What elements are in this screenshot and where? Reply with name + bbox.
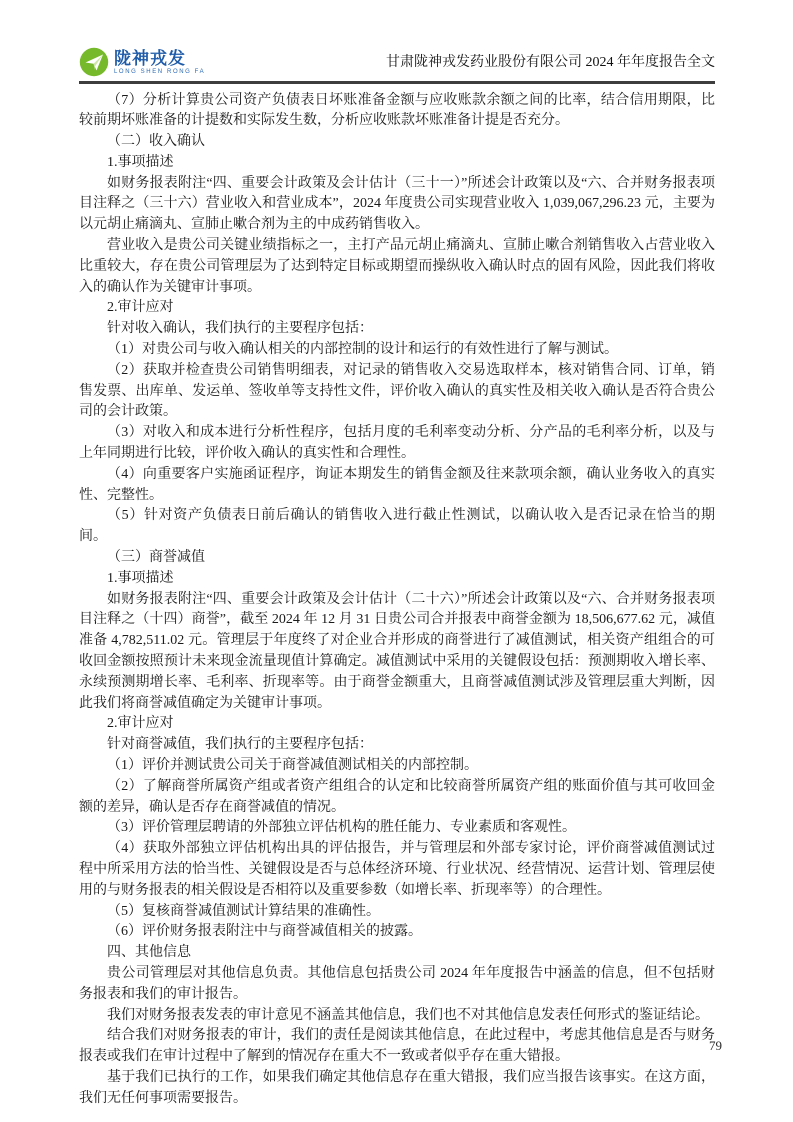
paragraph: 1.事项描述 (107, 570, 174, 586)
report-title: 甘肃陇神戎发药业股份有限公司 2024 年年度报告全文 (386, 55, 715, 70)
page-header (79, 0, 715, 77)
paragraph: 四、其他信息 (107, 945, 191, 961)
paragraph: （2）获取并检查贵公司销售明细表，对记录的销售收入交易选取样本，核对销售合同、订单，销售发票、出库单、发运单、签收单等支持性文件，评价收入确认的真实性及相关收入确认是否符合贵公司的会计政策。 (79, 362, 715, 420)
paragraph: 如财务报表附注“四、重要会计政策及会计估计（二十六）”所述会计政策以及“六、合并财务报表项目注释之（十四）商誉”，截至 2024 年 12 月 31 日贵公司合并报表中商誉金额为 18,506,677.62 元，减值准备 4,782,511.02 元。管理层于年度终了对企业合并形成的商誉进行了减值测试，相关资产组组合的可收回金额按照预计未来现金流量现值计算确定。减值测试中采用的关键假设包括：预测期收入增长率、永续预测期增长率、毛利率、折现率等。由于商誉金额重大，且商誉减值测试涉及管理层重大判断，因此我们将商誉减值确定为关键审计事项。 (79, 591, 715, 711)
paragraph: 2.审计应对 (107, 300, 174, 316)
paragraph: （5）针对资产负债表日前后确认的销售收入进行截止性测试，以确认收入是否记录在恰当的期间。 (79, 508, 715, 545)
logo-brand-en: LONG SHEN RONG FA (114, 68, 206, 75)
header-divider (79, 81, 715, 84)
paper-plane-logo-icon (79, 47, 109, 77)
paragraph: 贵公司管理层对其他信息负责。其他信息包括贵公司 2024 年年度报告中涵盖的信息，但不包括财务报表和我们的审计报告。 (79, 965, 715, 1002)
company-logo (79, 47, 205, 77)
logo-brand-cn: 陇神戎发 (114, 48, 186, 68)
paragraph: 针对收入确认，我们执行的主要程序包括： (107, 321, 373, 337)
paragraph: 基于我们已执行的工作，如果我们确定其他信息存在重大错报，我们应当报告该事实。在这方面，我们无任何事项需要报告。 (79, 1069, 715, 1106)
paragraph: （5）复核商誉减值测试计算结果的准确性。 (107, 903, 380, 919)
paragraph: （3）评价管理层聘请的外部独立评估机构的胜任能力、专业素质和客观性。 (107, 820, 576, 836)
paragraph: （6）评价财务报表附注中与商誉减值相关的披露。 (107, 924, 422, 940)
paragraph: （1）对贵公司与收入确认相关的内部控制的设计和运行的有效性进行了解与测试。 (107, 342, 618, 358)
paragraph: （7）分析计算贵公司资产负债表日坏账准备金额与应收账款余额之间的比率，结合信用期限，比较前期坏账准备的计提数和实际发生数，分析应收账款坏账准备计提是否充分。 (79, 92, 715, 129)
paragraph: （三）商誉减值 (107, 550, 205, 566)
paragraph: 结合我们对财务报表的审计，我们的责任是阅读其他信息，在此过程中，考虑其他信息是否与财务报表或我们在审计过程中了解到的情况存在重大不一致或者似乎存在重大错报。 (79, 1028, 715, 1065)
paragraph: 我们对财务报表发表的审计意见不涵盖其他信息，我们也不对其他信息发表任何形式的鉴证结论。 (107, 1007, 709, 1023)
paragraph: （1）评价并测试贵公司关于商誉减值测试相关的内部控制。 (107, 758, 478, 773)
document-body (79, 91, 715, 1110)
paragraph: （2）了解商誉所属资产组或者资产组组合的认定和比较商誉所属资产组的账面价值与其可收回金额的差异，确认是否存在商誉减值的情况。 (79, 778, 715, 815)
paragraph: 1.事项描述 (107, 154, 174, 170)
paragraph: （4）获取外部独立评估机构出具的评估报告，并与管理层和外部专家讨论，评价商誉减值测试过程中所采用方法的恰当性、关键假设是否与总体经济环境、行业状况、经营情况、运营计划、管理层使用的与财务报表的相关假设是否相符以及重要参数（如增长率、折现率等）的合理性。 (79, 841, 715, 898)
paragraph: 营业收入是贵公司关键业绩指标之一，主打产品元胡止痛滴丸、宣肺止嗽合剂销售收入占营业收入比重较大，存在贵公司管理层为了达到特定目标或期望而操纵收入确认时点的固有风险，因此我们将收入的确认作为关键审计事项。 (79, 238, 715, 295)
logo-text (114, 50, 205, 75)
paragraph: （4）向重要客户实施函证程序，询证本期发生的销售金额及往来款项余额，确认业务收入的真实性、完整性。 (79, 466, 715, 503)
paragraph: （3）对收入和成本进行分析性程序，包括月度的毛利率变动分析、分产品的毛利率分析，以及与上年同期进行比较，评价收入确认的真实性和合理性。 (79, 425, 715, 462)
paragraph: （二）收入确认 (107, 134, 205, 150)
page-number: 79 (709, 1038, 722, 1053)
paragraph: 如财务报表附注“四、重要会计政策及会计估计（三十一）”所述会计政策以及“六、合并财务报表项目注释之（三十六）营业收入和营业成本”，2024 年度贵公司实现营业收入 1,039,067,296.23 元，主要为以元胡止痛滴丸、宣肺止嗽合剂为主的中成药销售收入。 (79, 175, 715, 233)
paragraph: 2.审计应对 (107, 716, 174, 732)
paragraph: 针对商誉减值，我们执行的主要程序包括： (107, 737, 373, 753)
